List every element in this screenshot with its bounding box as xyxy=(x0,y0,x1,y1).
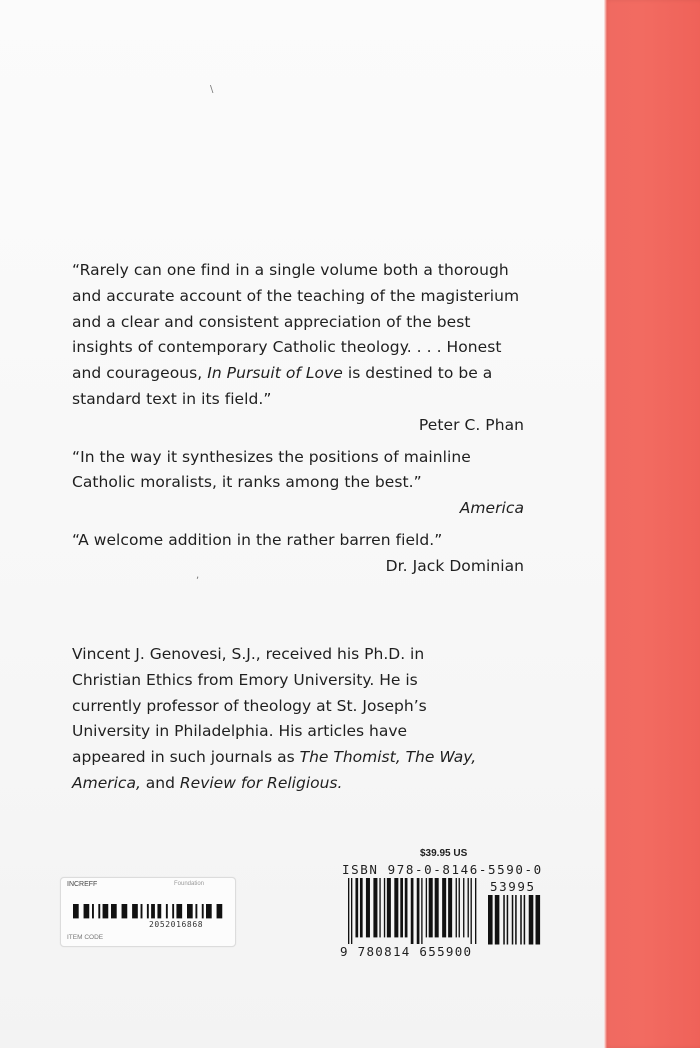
barcode-bar xyxy=(147,904,149,918)
barcode-bar xyxy=(157,904,161,918)
quote-1-line: insights of contemporary Catholic theology. . . . Honest xyxy=(72,338,502,357)
isbn-barcode-block xyxy=(340,848,580,963)
barcode-bar xyxy=(442,878,446,937)
barcode-bar xyxy=(176,904,182,918)
barcode-bar xyxy=(529,895,534,945)
barcode-bar xyxy=(421,878,422,944)
barcode-bar xyxy=(426,878,427,937)
barcode-bar xyxy=(151,904,155,918)
bio-text: and xyxy=(140,773,180,792)
sticker-brand: INCREFF xyxy=(67,881,98,888)
quote-3-attribution: Dr. Jack Dominian xyxy=(385,556,524,575)
barcode-bar xyxy=(488,895,493,945)
barcode-bar xyxy=(366,878,370,937)
barcode-bar xyxy=(187,904,193,918)
barcode-bar xyxy=(429,878,433,937)
ean-barcode xyxy=(348,878,478,944)
barcode-bar xyxy=(471,878,472,944)
bio-line xyxy=(72,748,476,766)
barcode-bar xyxy=(360,878,363,937)
addon-barcode xyxy=(488,895,544,950)
journal-titles: The Thomist, The Way, xyxy=(299,748,477,767)
sticker-barcode xyxy=(73,904,225,920)
barcode-bar xyxy=(355,878,358,937)
red-spine-edge xyxy=(604,0,700,1048)
barcode-bar xyxy=(92,904,94,918)
barcode-bar xyxy=(475,878,476,944)
barcode-bar xyxy=(512,895,514,945)
barcode-bar xyxy=(495,895,500,945)
barcode-bar xyxy=(448,878,452,937)
bio-line: Christian Ethics from Emory University. He is xyxy=(72,670,418,689)
scuff-mark: , xyxy=(196,570,200,581)
barcode-bar xyxy=(503,895,505,945)
quote-1-line: “Rarely can one find in a single volume both a thorough xyxy=(72,261,509,279)
sticker-sub: Foundation xyxy=(174,881,205,887)
barcode-bar xyxy=(515,895,517,945)
barcode-bar xyxy=(217,904,223,918)
quote-3-line: “A welcome addition in the rather barren field.” xyxy=(72,530,443,549)
quote-text: is destined to be a xyxy=(342,364,493,383)
barcode-bar xyxy=(536,895,541,945)
barcode-bar xyxy=(132,904,138,918)
barcode-bar xyxy=(195,904,197,918)
barcode-bar xyxy=(520,895,522,945)
sticker-label: ITEM CODE xyxy=(67,934,104,941)
barcode-bar xyxy=(103,904,109,918)
barcode-bar xyxy=(379,878,380,937)
barcode-bar xyxy=(172,904,174,918)
barcode-bar xyxy=(373,878,377,937)
journal-title: Review for Religious. xyxy=(179,773,343,792)
book-title: In Pursuit of Love xyxy=(207,364,343,383)
barcode-bar xyxy=(411,878,414,944)
barcode-bar xyxy=(84,904,90,918)
barcode-bar xyxy=(348,878,349,944)
barcode-bar xyxy=(384,878,385,937)
sticker-number: 2052016868 xyxy=(149,920,204,929)
spine-highlight xyxy=(604,0,607,1048)
bio-line: University in Philadelphia. His articles have xyxy=(72,722,408,741)
price-label: $39.95 US xyxy=(420,848,468,859)
quote-1-attribution: Peter C. Phan xyxy=(418,415,524,434)
barcode-bar xyxy=(507,895,509,945)
barcode-bar xyxy=(394,878,398,937)
quote-2-line: Catholic moralists, it ranks among the best.” xyxy=(72,473,422,492)
barcode-bar xyxy=(141,904,143,918)
barcode-bar xyxy=(463,878,464,937)
barcode-bar xyxy=(387,878,391,937)
ean-number: 9 780814 655900 xyxy=(340,944,473,959)
barcode-bar xyxy=(524,895,526,945)
barcode-bar xyxy=(122,904,128,918)
barcode-bar xyxy=(468,878,469,937)
bio-line xyxy=(72,774,342,792)
quote-2-line: “In the way it synthesizes the positions of mainline xyxy=(72,447,471,466)
bio-text: appeared in such journals as xyxy=(72,748,300,767)
barcode-bar xyxy=(351,878,352,944)
bio-line: Vincent J. Genovesi, S.J., received his Ph.D. in xyxy=(72,645,425,663)
inventory-sticker xyxy=(60,877,236,947)
barcode-bar xyxy=(111,904,117,918)
scuff-mark: \ xyxy=(210,84,214,95)
barcode-bar xyxy=(417,878,420,944)
quote-2-attribution: America xyxy=(459,499,524,518)
author-bio xyxy=(72,642,532,797)
quote-1-line: standard text in its field.” xyxy=(72,389,272,408)
barcode-bar xyxy=(166,904,168,918)
quote-text: and courageous, xyxy=(72,364,208,383)
addon-number: 53995 xyxy=(490,879,536,894)
journal-title: America, xyxy=(72,773,141,792)
barcode-bar xyxy=(202,904,204,918)
quote-1-line xyxy=(72,361,524,387)
review-quotes xyxy=(72,258,524,580)
quote-1-line: and a clear and consistent appreciation of the best xyxy=(72,312,471,331)
barcode-bar xyxy=(206,904,212,918)
barcode-bar xyxy=(73,904,79,918)
barcode-bar xyxy=(456,878,457,937)
isbn-number: ISBN 978-0-8146-5590-0 xyxy=(342,862,543,877)
barcode-bar xyxy=(435,878,439,937)
barcode-bar xyxy=(400,878,403,937)
bio-line: currently professor of theology at St. Joseph’s xyxy=(72,696,427,715)
barcode-bar xyxy=(459,878,460,937)
barcode-bar xyxy=(98,904,100,918)
barcode-bar xyxy=(405,878,408,937)
quote-1-line: and accurate account of the teaching of the magisterium xyxy=(72,286,520,305)
